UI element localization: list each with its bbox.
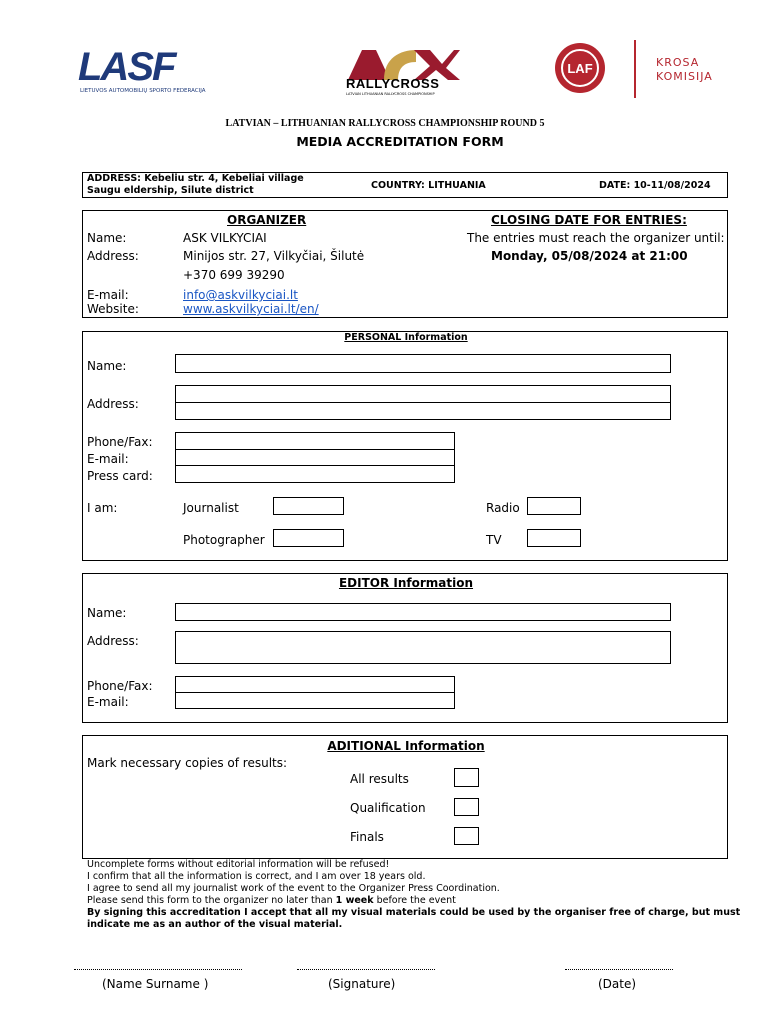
editor-email-label: E-mail: [87, 695, 129, 709]
editor-phone-input[interactable] [175, 676, 455, 693]
finals-checkbox[interactable] [454, 827, 479, 845]
finals-label: Finals [350, 830, 384, 844]
info-bar [82, 172, 728, 198]
personal-email-label: E-mail: [87, 452, 129, 466]
personal-address-input-1[interactable] [175, 385, 671, 403]
additional-section [82, 735, 728, 859]
organizer-email-link[interactable]: info@askvilkyciai.lt [183, 288, 298, 302]
krosa-line2: KOMISIJA [656, 70, 713, 83]
mark-results-label: Mark necessary copies of results: [87, 756, 288, 770]
editor-heading: EDITOR Information [338, 576, 474, 590]
info-address-line2: Saugu eldership, Silute district [87, 185, 254, 196]
signature-line [297, 969, 435, 970]
name-signature-line [74, 969, 242, 970]
note-line3: I agree to send all my journalist work of the event to the Organizer Press Coordination. [87, 883, 500, 894]
tv-checkbox[interactable] [527, 529, 581, 547]
tv-label: TV [486, 533, 502, 547]
info-country: COUNTRY: LITHUANIA [371, 180, 486, 191]
personal-iam-label: I am: [87, 501, 118, 515]
date-signature-line [565, 969, 673, 970]
rallycross-text: RALLYCROSS [346, 76, 440, 91]
editor-name-input[interactable] [175, 603, 671, 621]
personal-press-label: Press card: [87, 469, 153, 483]
editor-email-input[interactable] [175, 692, 455, 709]
all-results-checkbox[interactable] [454, 768, 479, 787]
lasf-logo-text: LASF [78, 45, 175, 89]
note-line1: Uncomplete forms without editorial information will be refused! [87, 859, 390, 870]
editor-address-label: Address: [87, 634, 139, 648]
organizer-heading: ORGANIZER [227, 213, 307, 227]
editor-phone-label: Phone/Fax: [87, 679, 153, 693]
editor-name-label: Name: [87, 606, 127, 620]
closing-heading: CLOSING DATE FOR ENTRIES: [491, 213, 687, 227]
rallycross-logo [344, 44, 460, 98]
organizer-email-label: E-mail: [87, 288, 129, 302]
radio-label: Radio [486, 501, 520, 515]
photographer-label: Photographer [183, 533, 265, 547]
organizer-phone: +370 699 39290 [183, 268, 285, 282]
krosa-line1: KROSA [656, 56, 700, 69]
personal-email-input[interactable] [175, 449, 455, 466]
organizer-website-link[interactable]: www.askvilkyciai.lt/en/ [183, 302, 319, 316]
personal-name-input[interactable] [175, 354, 671, 373]
photographer-checkbox[interactable] [273, 529, 344, 547]
organizer-name-label: Name: [87, 231, 127, 245]
lasf-subtitle: LIETUVOS AUTOMOBILIŲ SPORTO FEDERACIJA [80, 88, 206, 94]
form-title: MEDIA ACCREDITATION FORM [296, 134, 504, 149]
closing-date: Monday, 05/08/2024 at 21:00 [491, 249, 688, 263]
organizer-website-label: Website: [87, 302, 139, 316]
personal-address-input-2[interactable] [175, 402, 671, 420]
all-results-label: All results [350, 772, 409, 786]
qualification-label: Qualification [350, 801, 426, 815]
note-line5: By signing this accreditation I accept that all my visual materials could be used by the organiser free of charge, but must [87, 907, 741, 918]
note-line4 [87, 895, 456, 906]
personal-name-label: Name: [87, 359, 127, 373]
rallycross-subtitle: LATVIAN LITHUANIAN RALLYCROSS CHAMPIONSHIP [346, 92, 435, 96]
info-address-line1: ADDRESS: Kebeliu str. 4, Kebeliai village [87, 173, 304, 184]
name-surname-caption: (Name Surname ) [102, 977, 209, 991]
editor-address-input[interactable] [175, 631, 671, 664]
date-caption: (Date) [598, 977, 637, 991]
radio-checkbox[interactable] [527, 497, 581, 515]
personal-address-label: Address: [87, 397, 139, 411]
laf-divider [634, 40, 636, 98]
note-line4-post: before the event [373, 895, 456, 906]
note-line2: I confirm that all the information is correct, and I am over 18 years old. [87, 871, 426, 882]
championship-title: LATVIAN – LITHUANIAN RALLYCROSS CHAMPIONSHIP ROUND 5 [225, 118, 545, 129]
info-date: DATE: 10-11/08/2024 [599, 180, 711, 191]
organizer-section [82, 210, 728, 318]
personal-phone-input[interactable] [175, 432, 455, 450]
laf-logo [554, 42, 606, 94]
personal-press-input[interactable] [175, 465, 455, 483]
additional-heading: ADITIONAL Information [327, 739, 485, 753]
journalist-label: Journalist [183, 501, 239, 515]
laf-logo-text: LAF [567, 61, 593, 76]
organizer-name: ASK VILKYCIAI [183, 231, 267, 245]
closing-text: The entries must reach the organizer until: [467, 231, 725, 245]
organizer-address-label: Address: [87, 249, 139, 263]
personal-phone-label: Phone/Fax: [87, 435, 153, 449]
note-line4-pre: Please send this form to the organizer no later than [87, 895, 336, 906]
note-line4-bold: 1 week [335, 895, 374, 906]
lasf-logo [78, 44, 208, 100]
signature-caption: (Signature) [328, 977, 396, 991]
note-line6: indicate me as an author of the visual material. [87, 919, 343, 930]
journalist-checkbox[interactable] [273, 497, 344, 515]
organizer-address: Minijos str. 27, Vilkyčiai, Šilutė [183, 249, 365, 263]
personal-heading: PERSONAL Information [344, 332, 468, 343]
qualification-checkbox[interactable] [454, 798, 479, 816]
